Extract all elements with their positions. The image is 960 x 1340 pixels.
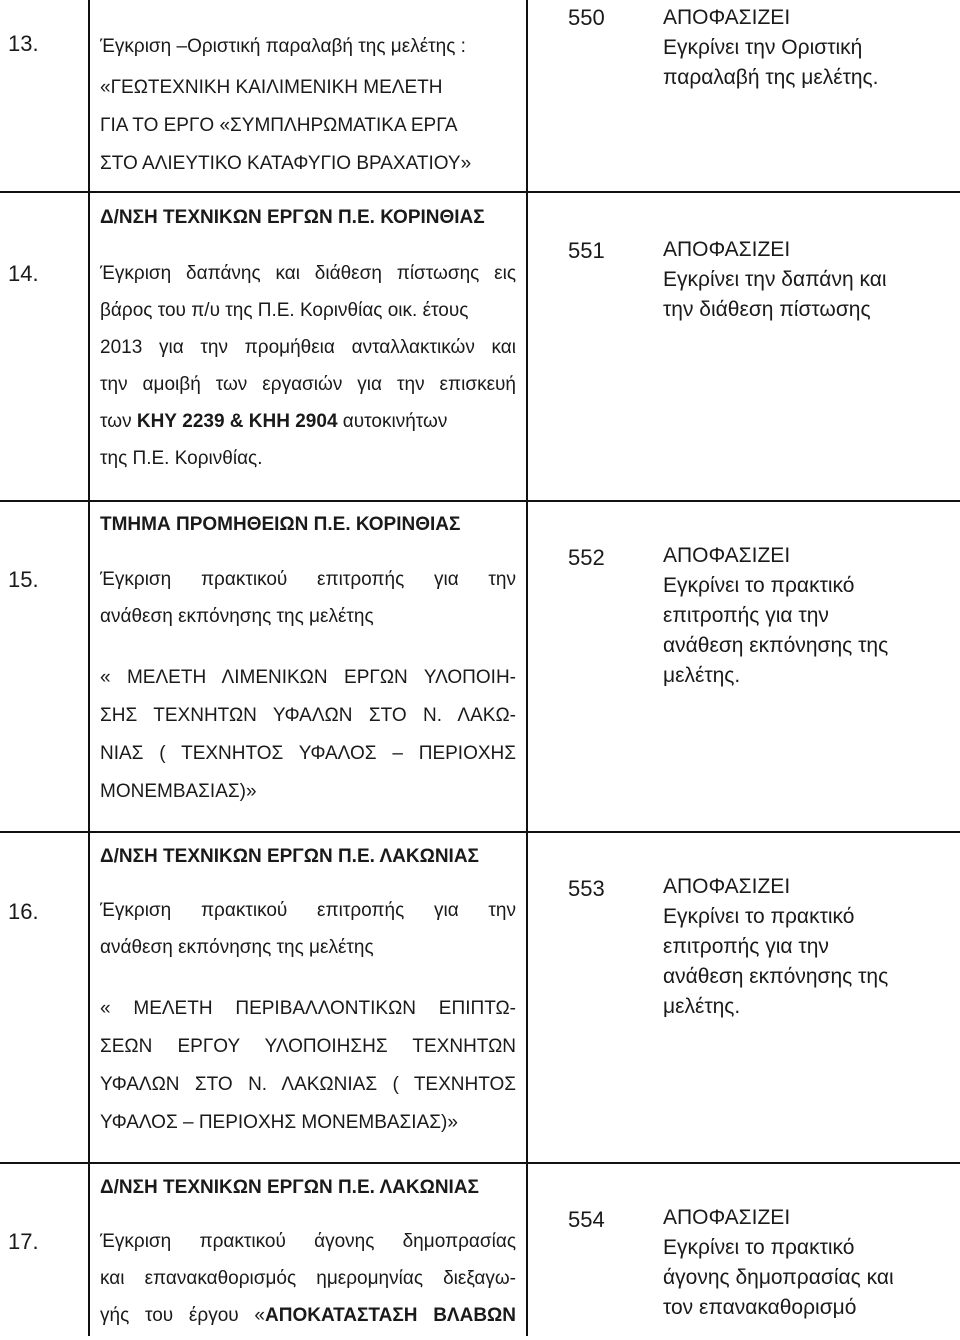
column-divider [88, 0, 90, 1336]
decision-heading: ΑΠΟΦΑΣΙΖΕΙ [663, 6, 791, 29]
item-number: 16. [8, 899, 39, 924]
row-divider [0, 191, 960, 193]
department-heading: ΤΜΗΜΑ ΠΡΟΜΗΘΕΙΩΝ Π.Ε. ΚΟΡΙΝΘΙΑΣ [100, 514, 461, 535]
row-divider [0, 500, 960, 502]
subject-line: 2013 για την προμήθεια ανταλλακτικών και [100, 337, 516, 358]
decision-line: μελέτης. [663, 995, 741, 1018]
subject-line: Έγκριση πρακτικού άγονης δημοπρασίας [100, 1231, 516, 1252]
subject-line: ανάθεση εκπόνησης της μελέτης [100, 937, 374, 958]
decision-heading: ΑΠΟΦΑΣΙΖΕΙ [663, 544, 791, 567]
column-divider [526, 0, 528, 1336]
decision-line: μελέτης. [663, 664, 741, 687]
subject-line: ΝΙΑΣ ( ΤΕΧΝΗΤΟΣ ΥΦΑΛΟΣ – ΠΕΡΙΟΧΗΣ [100, 743, 516, 764]
subject-line: ΣΤΟ ΑΛΙΕΥΤΙΚΟ ΚΑΤΑΦΥΓΙΟ ΒΡΑΧΑΤΙΟΥ» [100, 153, 472, 174]
decision-line: παραλαβή της μελέτης. [663, 66, 879, 89]
item-subject [100, 34, 516, 189]
subject-line: της Π.Ε. Κορινθίας. [100, 448, 263, 469]
decision-number: 554 [568, 1207, 605, 1232]
decision-text [663, 872, 953, 1022]
subject-line: ΥΦΑΛΩΝ ΣΤΟ Ν. ΛΑΚΩΝΙΑΣ ( ΤΕΧΝΗΤΟΣ [100, 1074, 516, 1095]
subject-line: « ΜΕΛΕΤΗ ΠΕΡΙΒΑΛΛΟΝΤΙΚΩΝ ΕΠΙΠΤΩ- [100, 998, 516, 1019]
subject-line [100, 409, 516, 446]
department-heading: Δ/ΝΣΗ ΤΕΧΝΙΚΩΝ ΕΡΓΩΝ Π.Ε. ΛΑΚΩΝΙΑΣ [100, 1177, 479, 1198]
item-subject [100, 261, 516, 483]
vehicle-plates: ΚΗΥ 2239 & ΚΗΗ 2904 [136, 411, 338, 432]
decision-line: επιτροπής για την [663, 935, 829, 958]
text-fragment: γής του έργου « [100, 1305, 265, 1326]
subject-line: Έγκριση –Οριστική παραλαβή της μελέτης : [100, 36, 466, 57]
item-subject [100, 898, 516, 1148]
row-divider [0, 831, 960, 833]
decision-line: τον επανακαθορισμό [663, 1296, 857, 1319]
item-number: 17. [8, 1229, 39, 1254]
item-number: 13. [8, 31, 39, 56]
row-divider [0, 1162, 960, 1164]
decision-number: 550 [568, 5, 605, 30]
decision-line: Εγκρίνει το πρακτικό [663, 905, 855, 928]
decision-line: Εγκρίνει την Οριστική [663, 36, 863, 59]
decision-number: 551 [568, 238, 605, 263]
subject-line: ΣΗΣ ΤΕΧΝΗΤΩΝ ΥΦΑΛΩΝ ΣΤΟ Ν. ΛΑΚΩ- [100, 705, 516, 726]
subject-line: ΥΦΑΛΟΣ – ΠΕΡΙΟΧΗΣ ΜΟΝΕΜΒΑΣΙΑΣ)» [100, 1112, 458, 1133]
subject-line: ΣΕΩΝ ΕΡΓΟΥ ΥΛΟΠΟΙΗΣΗΣ ΤΕΧΝΗΤΩΝ [100, 1036, 516, 1057]
subject-line: Έγκριση πρακτικού επιτροπής για την [100, 900, 516, 921]
subject-line: Έγκριση πρακτικού επιτροπής για την [100, 569, 516, 590]
department-heading: Δ/ΝΣΗ ΤΕΧΝΙΚΩΝ ΕΡΓΩΝ Π.Ε. ΛΑΚΩΝΙΑΣ [100, 846, 479, 867]
decision-line: επιτροπής για την [663, 604, 829, 627]
subject-line: «ΓΕΩΤΕΧΝΙΚΗ ΚΑΙΛΙΜΕΝΙΚΗ ΜΕΛΕΤΗ [100, 77, 443, 98]
decision-text [663, 3, 953, 93]
subject-line: και επανακαθορισμός ημερομηνίας διεξαγω- [100, 1268, 516, 1289]
project-title: ΑΠΟΚΑΤΑΣΤΑΣΗ ΒΛΑΒΩΝ [265, 1305, 516, 1326]
decision-line: Εγκρίνει το πρακτικό [663, 1236, 855, 1259]
subject-line: βάρος του π/υ της Π.Ε. Κορινθίας οικ. έτους [100, 300, 469, 321]
item-number: 14. [8, 261, 39, 286]
decision-heading: ΑΠΟΦΑΣΙΖΕΙ [663, 1206, 791, 1229]
subject-line: ανάθεση εκπόνησης της μελέτης [100, 606, 374, 627]
decision-line: Εγκρίνει το πρακτικό [663, 574, 855, 597]
decision-heading: ΑΠΟΦΑΣΙΖΕΙ [663, 238, 791, 261]
decision-line: ανάθεση εκπόνησης της [663, 965, 889, 988]
subject-line: ΜΟΝΕΜΒΑΣΙΑΣ)» [100, 781, 257, 802]
decision-line: ανάθεση εκπόνησης της [663, 634, 889, 657]
decision-line: άγονης δημοπρασίας και [663, 1266, 894, 1289]
subject-line: « ΜΕΛΕΤΗ ΛΙΜΕΝΙΚΩΝ ΕΡΓΩΝ ΥΛΟΠΟΙΗ- [100, 667, 516, 688]
department-heading: Δ/ΝΣΗ ΤΕΧΝΙΚΩΝ ΕΡΓΩΝ Π.Ε. ΚΟΡΙΝΘΙΑΣ [100, 207, 485, 228]
decision-line: την διάθεση πίστωσης [663, 298, 871, 321]
item-subject [100, 567, 516, 817]
decision-number: 552 [568, 545, 605, 570]
decision-number: 553 [568, 876, 605, 901]
decision-text [663, 541, 953, 691]
decision-line: Εγκρίνει την δαπάνη και [663, 268, 887, 291]
subject-line: Έγκριση δαπάνης και διάθεση πίστωσης εις [100, 263, 516, 284]
decision-text [663, 235, 953, 325]
text-fragment: των [100, 411, 137, 432]
item-number: 15. [8, 567, 39, 592]
text-fragment: αυτοκινήτων [337, 411, 448, 432]
decision-text [663, 1203, 953, 1323]
subject-line: την αμοιβή των εργασιών για την επισκευή [100, 374, 516, 395]
subject-line: ΓΙΑ ΤΟ ΕΡΓΟ «ΣΥΜΠΛΗΡΩΜΑΤΙΚΑ ΕΡΓΑ [100, 115, 458, 136]
decision-heading: ΑΠΟΦΑΣΙΖΕΙ [663, 875, 791, 898]
subject-line [100, 1303, 516, 1340]
item-subject [100, 1229, 516, 1340]
